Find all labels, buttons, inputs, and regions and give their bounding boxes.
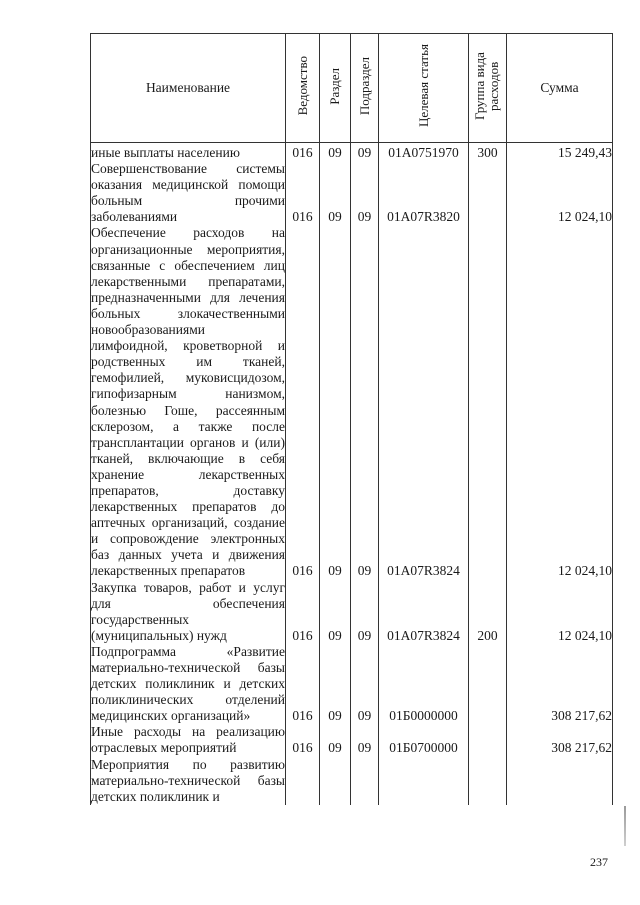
table-row (91, 161, 613, 225)
row-name: Мероприятия по развитию материально-технической базы детских поликлиник и (91, 756, 285, 804)
row-celevaya: 01А07R3824 (379, 580, 469, 644)
row-celevaya: 01А0751970 (379, 143, 469, 162)
row-razdel: 09 (320, 225, 351, 579)
table-header (91, 34, 613, 143)
row-podrazdel: 09 (351, 161, 379, 225)
row-gruppa: 300 (469, 143, 507, 162)
row-podrazdel: 09 (351, 143, 379, 162)
row-gruppa (469, 225, 507, 579)
row-vedomstvo: 016 (286, 724, 320, 756)
row-summa: 15 249,43 (507, 143, 613, 162)
row-celevaya: 01А07R3820 (379, 161, 469, 225)
table-row (91, 644, 613, 724)
row-gruppa (469, 161, 507, 225)
header-summa: Сумма (507, 34, 613, 143)
row-summa: 12 024,10 (507, 580, 613, 644)
row-podrazdel (351, 757, 379, 805)
table-row (91, 143, 613, 162)
row-summa: 12 024,10 (507, 161, 613, 225)
row-razdel: 09 (320, 580, 351, 644)
header-razdel: Раздел (320, 34, 351, 143)
row-celevaya (379, 757, 469, 805)
table-row (91, 225, 613, 579)
row-razdel: 09 (320, 724, 351, 756)
row-celevaya: 01А07R3824 (379, 225, 469, 579)
row-gruppa: 200 (469, 580, 507, 644)
row-podrazdel: 09 (351, 724, 379, 756)
header-name: Наименование (91, 34, 286, 143)
row-vedomstvo: 016 (286, 225, 320, 579)
row-name: Подпрограмма «Развитие материально-технической базы детских поликлиник и детских поликлинических отделений медицинских организаций» (91, 643, 285, 724)
row-vedomstvo: 016 (286, 580, 320, 644)
row-summa: 12 024,10 (507, 225, 613, 579)
row-razdel: 09 (320, 143, 351, 162)
row-gruppa (469, 644, 507, 724)
row-vedomstvo (286, 757, 320, 805)
row-summa: 308 217,62 (507, 644, 613, 724)
header-celevaya-statya: Целевая статья (379, 34, 469, 143)
row-name: Иные расходы на реализацию отраслевых мероприятий (91, 724, 285, 756)
header-gruppa-vida-rashodov: Группа вида расходов (469, 34, 507, 143)
row-razdel: 09 (320, 161, 351, 225)
table-body (91, 143, 613, 805)
header-vedomstvo: Ведомство (286, 34, 320, 143)
row-vedomstvo: 016 (286, 644, 320, 724)
row-podrazdel: 09 (351, 580, 379, 644)
row-celevaya: 01Б0000000 (379, 644, 469, 724)
budget-table (90, 33, 613, 805)
row-name: Совершенствование системы оказания медицинской помощи больным прочими заболеваниями (91, 161, 285, 225)
page-number: 237 (590, 855, 608, 869)
row-name: иные выплаты населению (91, 143, 286, 162)
table-row (91, 724, 613, 756)
row-name: Обеспечение расходов на организационные мероприятия, связанные с обеспечением лиц лекарственными препаратами, предназначенными для лечения больных злокачественными новообразованиями лимфоидной, кроветворной и родственных им тканей, гемофилией, муковисцидозом, гипофизарным нанизмом, болезнью Гоше, рассеянным склерозом, а также после трансплантации органов и (или) тканей, включающие в себя хранение лекарственных препаратов, доставку лекарственных препаратов до аптечных организаций, создание и сопровождение электронных баз данных учета и движения лекарственных препаратов (91, 225, 285, 579)
row-summa: 308 217,62 (507, 724, 613, 756)
row-celevaya: 01Б0700000 (379, 724, 469, 756)
row-razdel (320, 757, 351, 805)
header-podrazdel: Подраздел (351, 34, 379, 143)
row-name: Закупка товаров, работ и услуг для обеспечения государственных (муниципальных) нужд (91, 579, 285, 643)
scan-edge-mark (624, 806, 626, 846)
row-vedomstvo: 016 (286, 143, 320, 162)
row-razdel: 09 (320, 644, 351, 724)
row-gruppa (469, 724, 507, 756)
table-row (91, 580, 613, 644)
row-gruppa (469, 757, 507, 805)
row-vedomstvo: 016 (286, 161, 320, 225)
row-podrazdel: 09 (351, 644, 379, 724)
table-row (91, 757, 613, 805)
row-podrazdel: 09 (351, 225, 379, 579)
row-summa (507, 757, 613, 805)
